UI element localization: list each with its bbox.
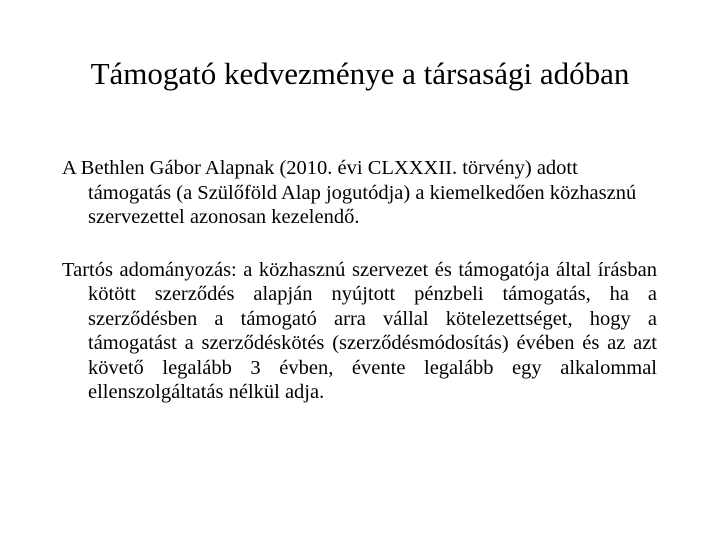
slide-title: Támogató kedvezménye a társasági adóban [90, 56, 630, 91]
paragraph-tartos-adomanyozas: Tartós adományozás: a közhasznú szervezet és támogatója által írásban kötött szerződés alapján nyújtott pénzbeli támogatás, ha a szerződésben a támogató arra vállal kötelezettséget, hogy a támogatást a szerződéskötés (szerződésmódosítás) évében és az azt követő legalább 3 évben, évente legalább egy alkalommal ellenszolgáltatás nélkül adja. [62, 258, 657, 403]
paragraph-bethlen-gabor: A Bethlen Gábor Alapnak (2010. évi CLXXXII. törvény) adott támogatás (a Szülőföld Alap jogutódja) a kiemelkedően közhasznú szervezettel azonosan kezelendő. [62, 157, 637, 228]
slide-body [62, 156, 657, 405]
